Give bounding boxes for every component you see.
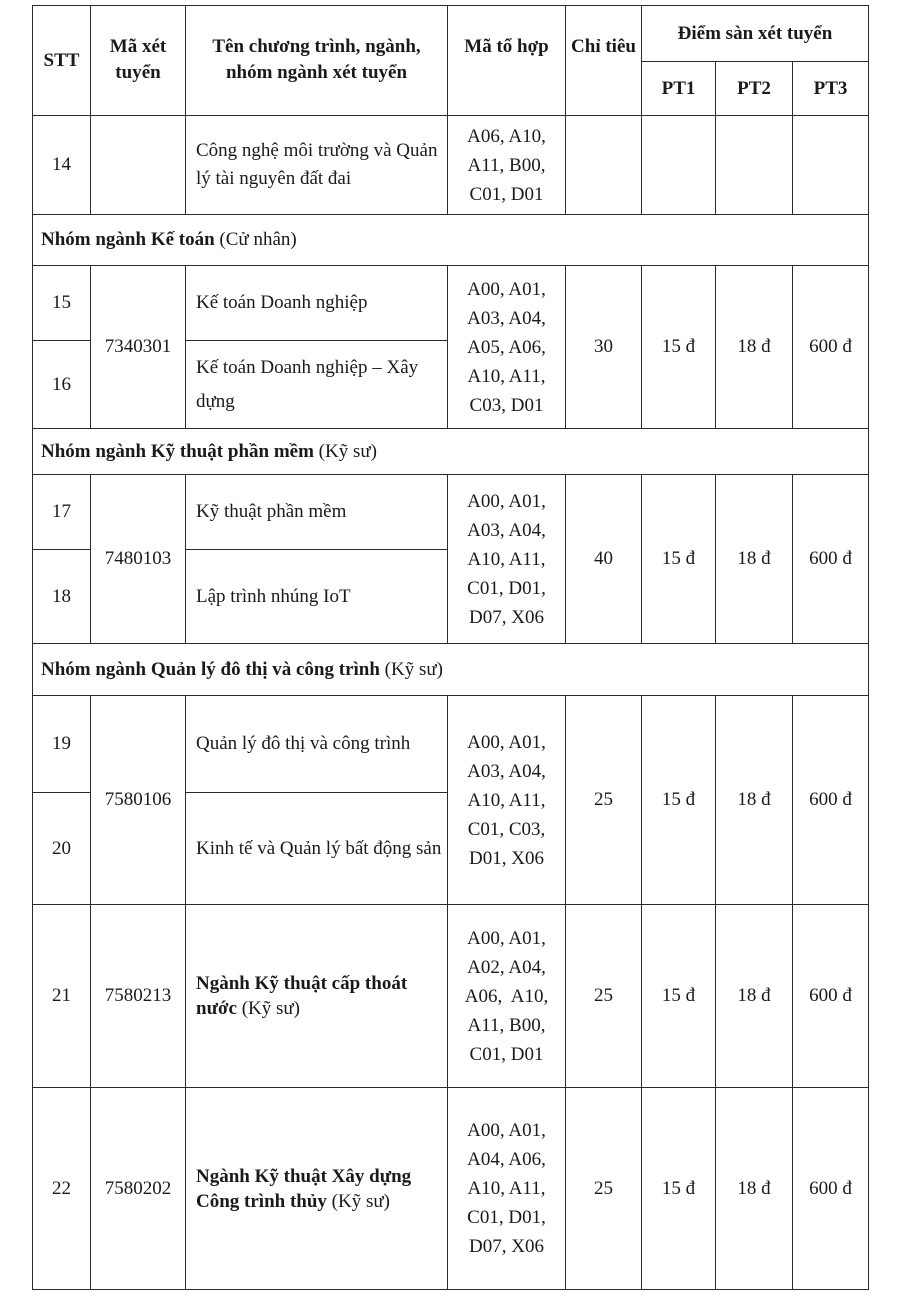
program-title: Ngành Kỹ thuật cấp thoát nước [196, 973, 408, 1019]
pt3-cell [793, 116, 869, 215]
combo-line: A00, A01, [467, 278, 546, 300]
pt2-cell: 18 đ [716, 1088, 793, 1290]
pt2-cell: 18 đ [716, 905, 793, 1088]
program-name: Kỹ thuật phần mềm [186, 475, 448, 550]
stt-cell: 14 [33, 116, 91, 215]
header-pt3: PT3 [793, 62, 869, 116]
pt1-cell: 15 đ [642, 905, 716, 1088]
program-name: Quản lý đô thị và công trình [186, 696, 448, 793]
combo-cell [448, 905, 566, 1088]
group-row [33, 429, 869, 475]
combo-cell [448, 696, 566, 905]
pt2-cell: 18 đ [716, 696, 793, 905]
program-name: Lập trình nhúng IoT [186, 550, 448, 644]
pt2-cell [716, 116, 793, 215]
combo-line: A06, A10, [467, 125, 546, 147]
program-name: Kế toán Doanh nghiệp – Xây dựng [186, 341, 448, 429]
pt1-cell: 15 đ [642, 266, 716, 429]
combo-line: A10, A11, [467, 1178, 546, 1199]
pt1-cell: 15 đ [642, 475, 716, 644]
pt3-cell: 600 đ [793, 696, 869, 905]
pt3-cell: 600 đ [793, 905, 869, 1088]
group-title: Nhóm ngành Quản lý đô thị và công trình [41, 658, 380, 680]
program-degree: (Kỹ sư) [236, 998, 301, 1019]
chi-tieu-cell: 30 [566, 266, 642, 429]
combo-cell [448, 475, 566, 644]
combo-line: A11, B00, [467, 154, 546, 176]
pt2-cell: 18 đ [716, 266, 793, 429]
program-name [186, 905, 448, 1088]
combo-line: C01, D01, [467, 577, 546, 599]
combo-line: D01, X06 [469, 847, 544, 869]
combo-line: A03, A04, [467, 519, 546, 541]
stt-cell: 17 [33, 475, 91, 550]
pt1-cell: 15 đ [642, 696, 716, 905]
program-title: Ngành Kỹ thuật Xây dựng Công trình thủy [196, 1165, 412, 1212]
combo-cell [448, 266, 566, 429]
combo-line: D07, X06 [469, 1236, 544, 1257]
program-name: Công nghệ môi trường và Quản lý tài nguyên đất đai [186, 116, 448, 215]
table-row [33, 266, 869, 341]
table-row [33, 696, 869, 793]
group-title: Nhóm ngành Kế toán [41, 229, 215, 250]
code-cell: 7580213 [91, 905, 186, 1088]
combo-line: A00, A01, [467, 927, 546, 949]
program-name [186, 1088, 448, 1290]
table-row [33, 905, 869, 1088]
chi-tieu-cell: 25 [566, 905, 642, 1088]
code-cell [91, 116, 186, 215]
combo-line: C01, D01 [469, 1043, 544, 1065]
stt-cell: 22 [33, 1088, 91, 1290]
pt2-cell: 18 đ [716, 475, 793, 644]
pt1-cell: 15 đ [642, 1088, 716, 1290]
combo-line: C03, D01 [469, 394, 544, 416]
stt-cell: 20 [33, 793, 91, 905]
stt-cell: 16 [33, 341, 91, 429]
table-row [33, 475, 869, 550]
group-title: Nhóm ngành Kỹ thuật phần mềm [41, 440, 314, 462]
program-degree: (Kỹ sư) [326, 1190, 390, 1212]
code-cell: 7580106 [91, 696, 186, 905]
combo-line: A03, A04, [467, 760, 546, 782]
combo-line: A02, A04, [467, 956, 546, 978]
combo-line: A11, B00, [467, 1014, 546, 1036]
header-diem-san: Điểm sàn xét tuyển [642, 6, 869, 62]
group-degree: (Kỹ sư) [379, 658, 443, 680]
header-pt1: PT1 [642, 62, 716, 116]
group-heading [33, 644, 869, 696]
stt-cell: 21 [33, 905, 91, 1088]
stt-cell: 15 [33, 266, 91, 341]
combo-line: A10, A11, [467, 548, 546, 570]
chi-tieu-cell: 25 [566, 696, 642, 905]
combo-line: A00, A01, [467, 731, 546, 753]
header-pt2: PT2 [716, 62, 793, 116]
group-heading [33, 215, 869, 266]
group-row [33, 215, 869, 266]
header-ma-xet-tuyen: Mã xét tuyển [91, 6, 186, 116]
table-row [33, 1088, 869, 1290]
header-ma-to-hop: Mã tổ hợp [448, 6, 566, 116]
combo-line: C01, D01 [469, 183, 544, 205]
code-cell: 7480103 [91, 475, 186, 644]
table-row [33, 116, 869, 215]
header-stt: STT [33, 6, 91, 116]
combo-line: A00, A01, [467, 490, 546, 512]
header-ten-chuong-trinh: Tên chương trình, ngành, nhóm ngành xét tuyển [186, 6, 448, 116]
program-name: Kinh tế và Quản lý bất động sản [186, 793, 448, 905]
pt3-cell: 600 đ [793, 266, 869, 429]
pt3-cell: 600 đ [793, 1088, 869, 1290]
program-name: Kế toán Doanh nghiệp [186, 266, 448, 341]
combo-line: A00, A01, [467, 1120, 546, 1141]
combo-line: C01, D01, [467, 1207, 546, 1228]
stt-cell: 19 [33, 696, 91, 793]
group-heading [33, 429, 869, 475]
combo-line: A10, A11, [467, 789, 546, 811]
combo-line: A03, A04, [467, 307, 546, 329]
code-cell: 7340301 [91, 266, 186, 429]
pt1-cell [642, 116, 716, 215]
code-cell: 7580202 [91, 1088, 186, 1290]
group-row [33, 644, 869, 696]
combo-line: A10, A11, [467, 365, 546, 387]
group-degree: (Kỹ sư) [313, 440, 377, 462]
header-chi-tieu: Chỉ tiêu [566, 6, 642, 116]
stt-cell: 18 [33, 550, 91, 644]
chi-tieu-cell: 25 [566, 1088, 642, 1290]
group-degree: (Cử nhân) [214, 229, 297, 250]
combo-line: A06, A10, [464, 985, 549, 1007]
combo-line: A04, A06, [467, 1149, 546, 1170]
combo-cell [448, 1088, 566, 1290]
combo-line: C01, C03, [467, 818, 546, 840]
pt3-cell: 600 đ [793, 475, 869, 644]
chi-tieu-cell [566, 116, 642, 215]
admission-table [32, 5, 869, 1290]
combo-line: A05, A06, [467, 336, 546, 358]
chi-tieu-cell: 40 [566, 475, 642, 644]
combo-line: D07, X06 [469, 606, 544, 628]
combo-cell [448, 116, 566, 215]
